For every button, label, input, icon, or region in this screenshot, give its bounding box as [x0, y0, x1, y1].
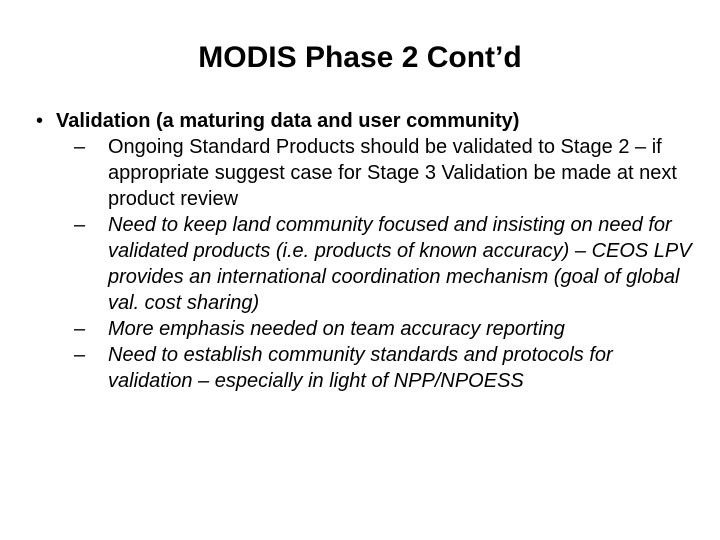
sub-bullet-text: Need to establish community standards and protocols for validation – especially in light of NPP/NPOESS [108, 344, 613, 392]
sub-bullet-text: Need to keep land community focused and insisting on need for validated products (i.e. products of known accuracy) – CEOS LPV provides an international coordination mechanism (goal of global val. cost sharing) [108, 214, 692, 314]
bullet-text: Validation (a maturing data and user community) [56, 110, 520, 132]
bullet-list [36, 108, 700, 394]
dash-marker: – [74, 136, 86, 158]
sub-bullet-text: Ongoing Standard Products should be validated to Stage 2 – if appropriate suggest case for Stage 3 Validation be made at next product review [108, 136, 677, 210]
sub-bullet-item [56, 342, 700, 394]
slide-title: MODIS Phase 2 Cont’d [198, 41, 522, 74]
sub-bullet-item [56, 212, 700, 316]
dash-marker: – [74, 214, 86, 236]
sub-bullet-list [56, 134, 700, 394]
sub-bullet-item [56, 316, 700, 342]
sub-bullet-item [56, 134, 700, 212]
sub-bullet-text: More emphasis needed on team accuracy reporting [108, 318, 565, 340]
bullet-item [36, 108, 700, 394]
bullet-marker: • [36, 110, 44, 132]
dash-marker: – [74, 318, 86, 340]
dash-marker: – [74, 344, 86, 366]
